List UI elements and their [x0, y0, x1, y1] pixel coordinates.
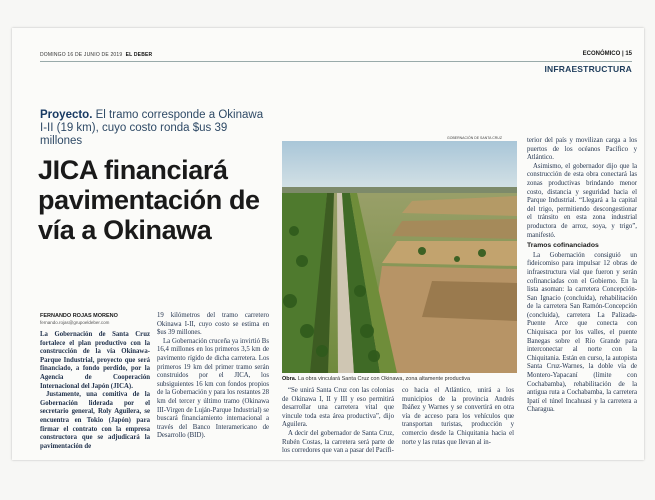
aerial-photo-image: [282, 141, 517, 373]
newspaper-page: [12, 28, 644, 460]
paragraph: “Se unirá Santa Cruz con las colonias de Okinawa I, II y III y eso permitirá desarrollar una carretera vital que vincule toda esta área productiva”, dijo Aguilera.: [282, 387, 394, 429]
photo-credit: GOBERNACIÓN DE SANTA CRUZ: [447, 136, 502, 140]
article-kicker: [40, 109, 265, 148]
caption-lead: Obra.: [282, 376, 297, 382]
body-column-3: [282, 387, 394, 456]
paragraph: La Gobernación cruceña ya invirtió Bs 16,4 millones en los primeros 3,5 km de pavimento rígido de dicha carretera. Los primeros 19 km del primer tramo serán construidos por el JICA, los subsiguientes 16 km con fondos propios de la Gobernación y para los restantes 28 km del tercer y último tramo (Okinawa III-Virgen de Luján-Parque Industrial) se buscará financiamiento internacional a través del Banco Interamericano de Desarrollo (BID).: [157, 337, 269, 440]
subheading: Tramos cofinanciados: [527, 242, 599, 250]
kicker-lead: Proyecto.: [40, 109, 93, 121]
paragraph: 19 kilómetros del tramo carretero Okinawa I-II, cuyo costo se estima en $us 39 millones.: [157, 312, 269, 337]
section-divider: [40, 61, 632, 62]
kicker-text: El tramo corresponde a Okinawa I-II (19 km), cuyo costo ronda $us 39 millones: [40, 109, 264, 147]
article-headline: JICA financiará pavimentación de vía a Okinawa: [38, 155, 260, 245]
caption-text: La obra vinculará Santa Cruz con Okinawa, zona altamente productiva: [297, 376, 471, 382]
author-email: fernando.rojas@grupoeldeber.com: [40, 320, 110, 325]
body-column-2: [157, 312, 269, 441]
article-byline: FERNANDO ROJAS MORENO: [40, 313, 118, 319]
body-column-4: [402, 387, 514, 447]
paragraph: terior del país y movilizan carga a los puertos de los océanos Pacífico y Atlántico.: [527, 137, 637, 162]
photo-caption: [282, 376, 522, 382]
road-aerial-photo: [282, 141, 517, 373]
paragraph: co hacia el Atlántico, unirá a los municipios de la provincia Andrés Ibáñez y Warnes y se convertirá en otra vía de acceso para los vehículos que transportan turistas, producción y comercio desde la Chiquitania hacia el norte y las rutas que llevan al in-: [402, 387, 514, 446]
paragraph: A decir del gobernador de Santa Cruz, Rubén Costas, la carretera será parte de los corredores que van a pasar del Pacífi-: [282, 429, 394, 455]
paragraph: La Gobernación consiguió un fideicomiso para impulsar 12 obras de infraestructura vial que fueron y serán cofinanciadas con el Gobierno. En la lista asoman: la carretera Concepción-San Ignacio (concluida), rehabilitación de la carretera San Ramón-Concepción (concluida), carretera La Palizada-Puente Arce que conecta con Chiquisaca por los valles, el puente Banegas sobre el Río Grande para interconectar al norte con la Chiquitania. Están en curso, la autopista Santa Cruz-Warnes, la doble vía de Montero-Yapacaní (límite con Cochabamba), rehabilitación de la antigua ruta a Cochabamba, la carretera Ipatí el túnel Incahuasi y la carretera a Charagua.: [527, 251, 637, 414]
paragraph: Asimismo, el gobernador dijo que la construcción de esta obra conectará las zonas productivas brindando menor costo, distancia y seguridad hacia el Parque Industrial. “Llegará a la capital del trigo, permitiendo descongestionar el tránsito en esta zona industrial productora de arroz, soya, y trigo”, manifestó.: [527, 162, 637, 239]
body-column-1: [40, 331, 150, 451]
paragraph: Justamente, una comitiva de la Gobernación liderada por el secretario general, Roly Aguilera, se encuentra en Tokio (Japón) para firmar el contrato con la empresa constructora que se adjudicará la pavimentación de: [40, 391, 150, 450]
paragraph: La Gobernación de Santa Cruz fortalece el plan productivo con la construcción de la vía Okinawa-Parque Industrial, proyecto que será financiado, a fondo perdido, por la Agencia de Cooperación Internacional del Japón (JICA).: [40, 331, 150, 390]
section-title: INFRAESTRUCTURA: [544, 64, 632, 74]
body-column-5: [527, 137, 637, 415]
page-section-tag: ECONÓMICO | 15: [582, 51, 632, 57]
issue-date: DOMINGO 16 DE JUNIO DE 2019 EL DEBER: [40, 52, 153, 58]
